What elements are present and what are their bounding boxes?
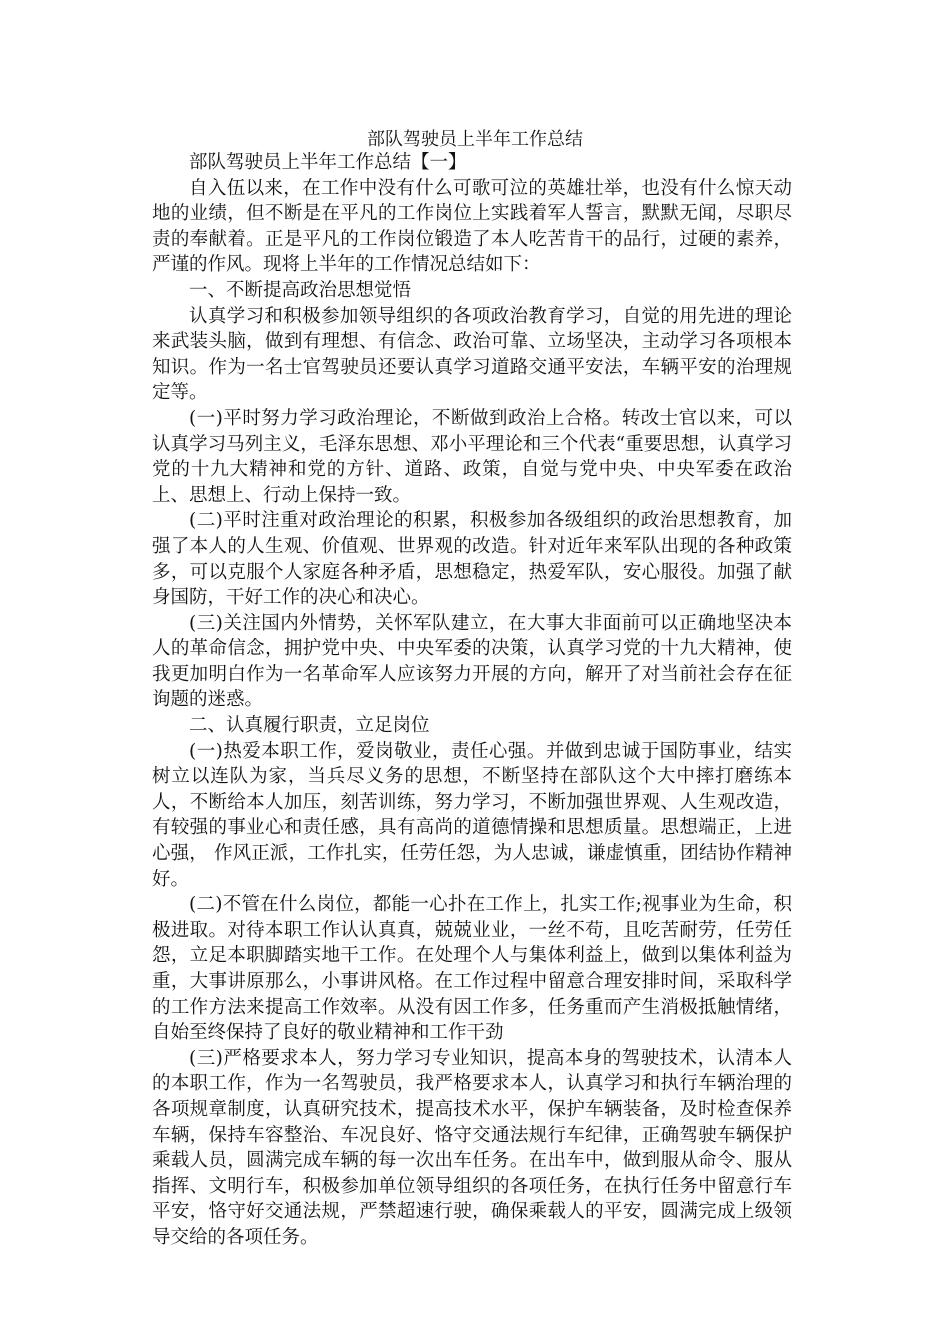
paragraph: 认真学习和积极参加领导组织的各项政治教育学习，自觉的用先进的理论来武装头脑，做到有理想、有信念、政治可靠、立场坚决，主动学习各项根本知识。作为一名士官驾驶员还要认真学习道路交通平安法，车辆平安的治理规定等。 [152, 305, 792, 404]
section-heading: 一、不断提高政治思想觉悟 [189, 279, 412, 301]
paragraph: (三)关注国内外情势，关怀军队建立，在大事大非面前可以正确地坚决本人的革命信念，拥护党中央、中央军委的决策，认真学习党的十九大精神，使我更加明白作为一名革命军人应该努力开展的方向，解开了对当前社会存在征询题的迷惑。 [152, 612, 792, 711]
paragraph: (二)不管在什么岗位，都能一心扑在工作上，扎实工作;视事业为生命，积极进取。对待本职工作认认真真，兢兢业业，一丝不苟，且吃苦耐劳，任劳任怨，立足本职脚踏实地干工作。在处理个人与集体利益上，做到以集体利益为重，大事讲原那么，小事讲风格。在工作过程中留意合理安排时间，采取科学的工作方法来提高工作效率。从没有因工作多，任务重而产生消极抵触情绪，自始至终保持了良好的敬业精神和工作干劲 [152, 894, 792, 1044]
paragraph: 自入伍以来，在工作中没有什么可歌可泣的英雄壮举，也没有什么惊天动地的业绩，但不断是在平凡的工作岗位上实践着军人誓言，默默无闻，尽职尽责的奉献着。正是平凡的工作岗位锻造了本人吃苦肯干的品行，过硬的素养，严谨的作风。现将上半年的工作情况总结如下： [152, 177, 792, 276]
document-body [152, 150, 792, 1251]
paragraph: (二)平时注重对政治理论的积累，积极参加各级组织的政治思想教育，加强了本人的人生观、价值观、世界观的改造。针对近年来军队出现的各种政策多，可以克服个人家庭各种矛盾，思想稳定，热爱军队，安心服役。加强了献身国防，干好工作的决心和决心。 [152, 510, 792, 609]
section-heading: 部队驾驶员上半年工作总结【一】 [189, 152, 467, 173]
document-title: 部队驾驶员上半年工作总结 [367, 129, 583, 150]
paragraph: (一)热爱本职工作，爱岗敬业，责任心强。并做到忠诚于国防事业，结实树立以连队为家，当兵尽义务的思想，不断坚持在部队这个大中摔打磨练本人，不断给本人加压，刻苦训练，努力学习，不断加强世界观、人生观改造，有较强的事业心和责任感，具有高尚的道德情操和思想质量。思想端正，上进心强， 作风正派，工作扎实，任劳任怨，为人忠诚，谦虚慎重，团结协作精神好。 [152, 740, 792, 890]
paragraph: (一)平时努力学习政治理论，不断做到政治上合格。转改士官以来，可以认真学习马列主义，毛泽东思想、邓小平理论和三个代表“重要思想，认真学习党的十九大精神和党的方针、道路、政策，自觉与党中央、中央军委在政治上、思想上、行动上保持一致。 [152, 407, 792, 506]
section-heading: 二、认真履行职责，立足岗位 [189, 715, 430, 737]
paragraph: (三)严格要求本人，努力学习专业知识，提高本身的驾驶技术，认清本人的本职工作，作为一名驾驶员，我严格要求本人，认真学习和执行车辆治理的各项规章制度，认真研究技术，提高技术水平，保护车辆装备，及时检查保养车辆，保持车容整治、车况良好、恪守交通法规行车纪律，正确驾驶车辆保护乘载人员，圆满完成车辆的每一次出车任务。在出车中，做到服从命令、服从指挥、文明行车，积极参加单位领导组织的各项任务，在执行任务中留意行车平安，恪守好交通法规，严禁超速行驶，确保乘载人的平安，圆满完成上级领导交给的各项任务。 [152, 1047, 792, 1248]
